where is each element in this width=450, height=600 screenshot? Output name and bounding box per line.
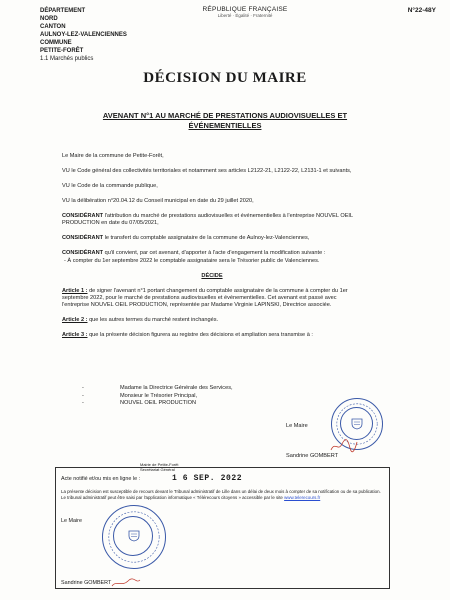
- canton-label: CANTON: [40, 24, 66, 30]
- article-1: [62, 288, 362, 309]
- republic-label: RÉPUBLIQUE FRANÇAISE: [202, 6, 288, 13]
- mairie-seal-stamp-2: [102, 505, 166, 569]
- article-1-label: Article 1 :: [62, 288, 88, 294]
- article-2: [62, 317, 362, 324]
- legal-notice-text: La présente décision est susceptible de recours devant le Tribunal administratif de Lille dans un délai de deux mois à compter de sa notification ou de sa publication. Le tribunal administratif peut être saisi par l'application informatique « Télérecours citoyens » accessible par le site: [61, 489, 381, 500]
- box-signature-title: Le Maire: [61, 518, 82, 524]
- commune-label: COMMUNE: [40, 40, 72, 46]
- notification-date-stamp: 1 6 SEP. 2022: [172, 474, 243, 483]
- considerant-avenant: [62, 250, 362, 257]
- handwritten-signature-icon: [82, 578, 142, 588]
- recipients-list: [120, 385, 233, 408]
- commune-value: PETITE-FORÊT: [40, 48, 84, 54]
- document-title: DÉCISION DU MAIRE: [143, 70, 307, 86]
- header-left: [40, 7, 127, 63]
- vu-ccp: VU le Code de la commande publique,: [62, 183, 158, 189]
- vu-deliberation: VU la délibération n°20.04.12 du Conseil municipal en date du 29 juillet 2020,: [62, 198, 254, 204]
- article-2-label: Article 2 :: [62, 317, 88, 323]
- considerant-label: CONSIDÉRANT: [62, 235, 104, 241]
- document-body: [62, 153, 362, 347]
- decision-reference: N°22-48Y: [407, 7, 436, 14]
- recipient-item: - Monsieur le Trésorier Principal,: [120, 393, 233, 401]
- coat-of-arms-icon: [127, 530, 141, 542]
- seal-inner-ring: [340, 407, 373, 440]
- telerecours-link[interactable]: www.telerecours.fr: [284, 495, 321, 500]
- considerant-label: CONSIDÉRANT: [62, 213, 104, 219]
- considerant-text: le transfert du comptable assignataire de la commune de Aulnoy-lez-Valenciennes,: [104, 235, 310, 241]
- considerant-attribution: [62, 213, 362, 227]
- coat-of-arms-icon: [350, 418, 364, 430]
- header-center: [170, 6, 320, 18]
- category: 1.1 Marchés publics: [40, 56, 94, 62]
- department-value: NORD: [40, 16, 58, 22]
- recipient-item: - Madame la Directrice Générale des Services,: [120, 385, 233, 393]
- article-2-text: que les autres termes du marché restent inchangés.: [89, 317, 219, 323]
- modification-bullet: - À compter du 1er septembre 2022 le comptable assignataire sera le Trésorier public de Valenciennes.: [64, 258, 320, 264]
- handwritten-signature-icon: [330, 438, 358, 454]
- seal-inner-ring: [113, 516, 153, 556]
- considerant-transfert: [62, 235, 362, 242]
- department-label: DÉPARTEMENT: [40, 8, 86, 14]
- recipient-item: - NOUVEL OEIL PRODUCTION: [120, 400, 233, 408]
- considerant-text: l'attribution du marché de prestations audiovisuelles et événementielles à l'entreprise NOUVEL OEIL PRODUCTION en date du 07/05/2021,: [62, 213, 353, 226]
- decide-heading: DÉCIDE: [201, 273, 223, 279]
- article-3-label: Article 3 :: [62, 332, 88, 338]
- canton-value: AULNOY-LEZ-VALENCIENNES: [40, 32, 127, 38]
- considerant-text: qu'il convient, par cet avenant, d'apporter à l'acte d'engagement la modification suivante :: [104, 250, 326, 256]
- legal-notice: [61, 489, 386, 501]
- notified-label: Acte notifié et/ou mis en ligne le :: [61, 476, 141, 482]
- signature-name: Sandrine GOMBERT: [286, 453, 339, 459]
- republic-motto: Liberté · Égalité · Fraternité: [217, 13, 273, 18]
- stamp-label-line: Secrétariat Général: [140, 467, 175, 472]
- signature-title: Le Maire: [286, 423, 308, 429]
- box-signature-name: Sandrine GOMBERT: [61, 580, 112, 586]
- modification-text: À compter du 1er septembre 2022 le comptable assignataire sera le Trésorier public de Valenciennes.: [67, 258, 320, 264]
- article-3-text: que la présente décision figurera au registre des décisions et ampliation sera transmise à :: [89, 332, 313, 338]
- article-1-text: de signer l'avenant n°1 portant changement du comptable assignataire de la commune à compter du 1er septembre 2022, pour le marché de prestations audiovisuelles et événementielles. Cet avenant est passé avec l'entreprise NOUVEL OEIL PRODUCTION, représentée par Madame Virginie LAPINSKI, Directrice associée.: [62, 288, 348, 308]
- document-subtitle: AVENANT N°1 AU MARCHÉ DE PRESTATIONS AUDIOVISUELLES ET ÉVÉNEMENTIELLES: [102, 111, 348, 130]
- intro-line: Le Maire de la commune de Petite-Forêt,: [62, 153, 164, 159]
- article-3: [62, 332, 362, 339]
- considerant-label: CONSIDÉRANT: [62, 250, 104, 256]
- stamp-label-line: Mairie de Petite-Forêt: [140, 462, 179, 467]
- vu-cgct: VU le Code général des collectivités territoriales et notamment ses articles L2122-21, L2122-22, L2131-1 et suivants,: [62, 168, 352, 174]
